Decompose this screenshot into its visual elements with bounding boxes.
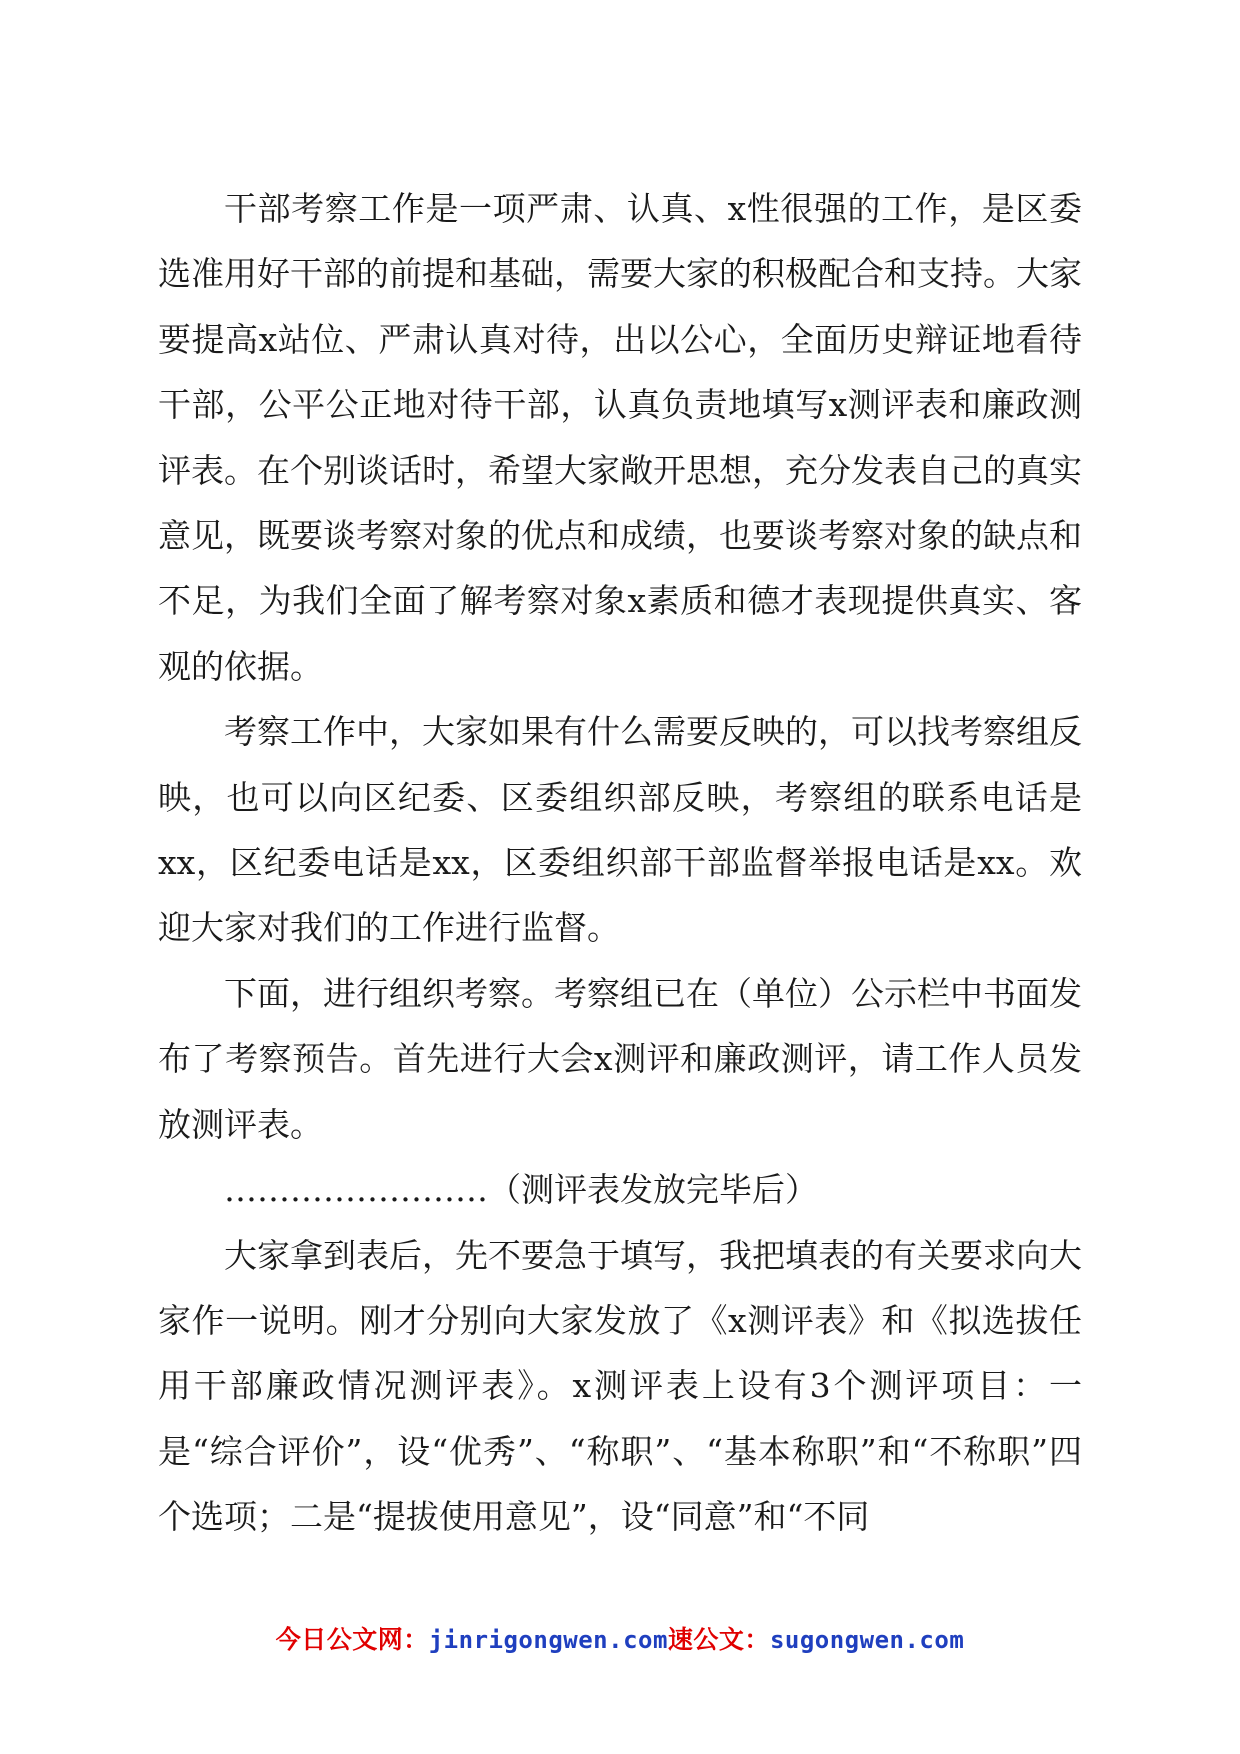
footer-site1-name: 今日公文网： xyxy=(275,1625,429,1654)
footer-site1-url[interactable]: jinrigongwen.com xyxy=(428,1626,668,1654)
footer-site2-name: 速公文： xyxy=(667,1625,770,1654)
paragraph: 下面，进行组织考察。考察组已在（单位）公示栏中书面发布了考察预告。首先进行大会x测评和廉政测评，请工作人员发放测评表。 xyxy=(158,973,1082,1144)
paragraph: 干部考察工作是一项严肃、认真、x性很强的工作，是区委选准用好干部的前提和基础，需要大家的积极配合和支持。大家要提高x站位、严肃认真对待，出以公心，全面历史辩证地看待干部，公平公正地对待干部，认真负责地填写x测评表和廉政测评表。在个别谈话时，希望大家敞开思想，充分发表自己的真实意见，既要谈考察对象的优点和成绩，也要谈考察对象的缺点和不足，为我们全面了解考察对象x素质和德才表现提供真实、客观的依据。 xyxy=(158,189,1082,686)
footer-site2-url[interactable]: sugongwen.com xyxy=(769,1626,965,1654)
footer-watermark xyxy=(0,1620,1240,1656)
paragraph: 考察工作中，大家如果有什么需要反映的，可以找考察组反映，也可以向区纪委、区委组织部反映，考察组的联系电话是xx，区纪委电话是xx，区委组织部干部监督举报电话是xx。欢迎大家对我们的工作进行监督。 xyxy=(158,712,1082,948)
paragraph-ellipsis-note: ……………………（测评表发放完毕后） xyxy=(224,1170,818,1210)
paragraph: 大家拿到表后，先不要急于填写，我把填表的有关要求向大家作一说明。刚才分别向大家发放了《x测评表》和《拟选拔任用干部廉政情况测评表》。x测评表上设有3个测评项目：一是“综合评价”，设“优秀”、“称职”、“基本称职”和“不称职”四个选项；二是“提拔使用意见”，设“同意”和“不同 xyxy=(158,1235,1082,1537)
document-body xyxy=(158,176,1082,1550)
